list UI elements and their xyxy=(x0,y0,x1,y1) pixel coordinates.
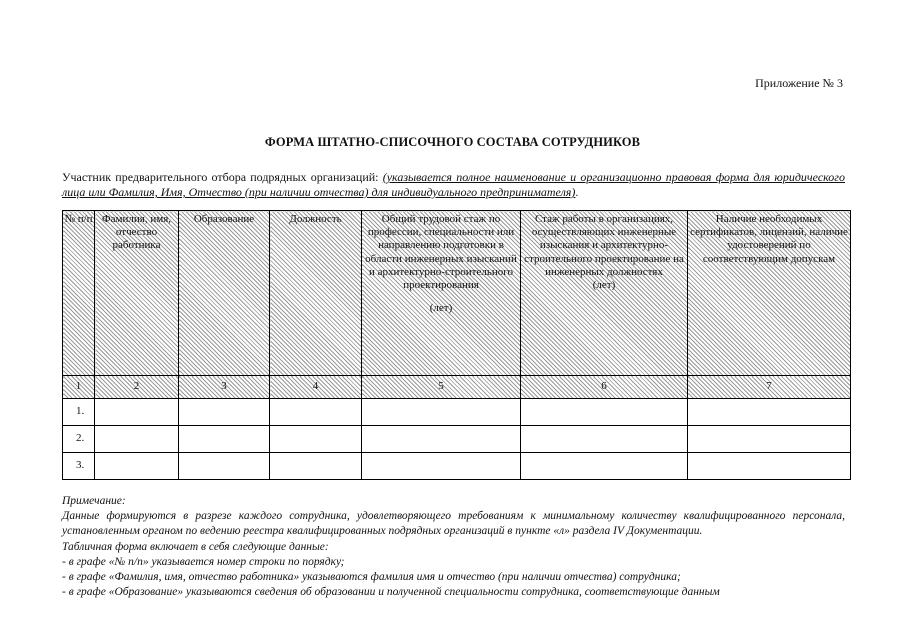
table-cell xyxy=(95,453,179,480)
header-cell xyxy=(521,211,688,376)
table-cell xyxy=(95,426,179,453)
header-text: Стаж работы в организациях, осуществляющих инженерные изыскания и архитектурно-строительного проектирование на инженерных должностях xyxy=(524,213,684,278)
note-line: - в графе «№ п/п» указывается номер строки по порядку; xyxy=(62,555,345,568)
column-number: 6 xyxy=(521,376,688,399)
table-cell xyxy=(688,399,851,426)
table-cell xyxy=(521,453,688,480)
table-row xyxy=(63,453,851,480)
table-cell xyxy=(270,426,362,453)
note-line: Табличная форма включает в себя следующие данные: xyxy=(62,540,329,553)
row-number: 1. xyxy=(63,399,95,426)
column-number: 4 xyxy=(270,376,362,399)
column-number-row xyxy=(63,376,851,399)
row-number: 3. xyxy=(63,453,95,480)
header-cell: Образование xyxy=(179,211,270,376)
participant-hint: (указывается полное наименование и организационно правовая форма для юридического лица или Фамилия, Имя, Отчество (при наличии отчества) для индивидуального предпринимателя) xyxy=(62,170,845,199)
table-cell xyxy=(179,426,270,453)
header-unit: (лет) xyxy=(592,279,616,292)
column-number: 5 xyxy=(362,376,521,399)
table-row xyxy=(63,426,851,453)
participant-line xyxy=(62,170,845,200)
staff-table xyxy=(62,210,851,480)
table-row xyxy=(63,399,851,426)
row-number: 2. xyxy=(63,426,95,453)
participant-tail: . xyxy=(575,185,579,199)
table-cell xyxy=(362,453,521,480)
header-text: Общий трудовой стаж по профессии, специальности или направлению подготовки в области инженерных изысканий и архитектурно-строительного проектирования xyxy=(365,213,517,292)
note-block xyxy=(62,494,845,600)
table-cell xyxy=(95,399,179,426)
note-line: Данные формируются в разрезе каждого сотрудника, удовлетворяющего требованиям к минимальному количеству квалифицированного персонала, установленным органом по ведению реестра квалифицированных подрядных организаций в пункте «л» раздела IV Документации. xyxy=(62,510,845,538)
note-line: - в графе «Образование» указываются сведения об образовании и полученной специальности сотрудника, соответствующие данным xyxy=(62,586,720,599)
header-cell: Наличие необходимых сертификатов, лицензий, наличие удостоверений по соответствующим допускам xyxy=(688,211,851,376)
participant-label: Участник предварительного отбора подрядных организаций: xyxy=(62,170,379,184)
column-number: 7 xyxy=(688,376,851,399)
table-cell xyxy=(179,453,270,480)
table-cell xyxy=(688,426,851,453)
note-line: - в графе «Фамилия, имя, отчество работника» указываются фамилия имя и отчество (при наличии отчества) сотрудника; xyxy=(62,571,681,584)
header-cell: Фамилия, имя, отчество работника xyxy=(95,211,179,376)
table-cell xyxy=(688,453,851,480)
table-cell xyxy=(521,399,688,426)
table-cell xyxy=(179,399,270,426)
form-title: ФОРМА ШТАТНО-СПИСОЧНОГО СОСТАВА СОТРУДНИКОВ xyxy=(264,135,641,149)
table-header-row xyxy=(63,211,851,376)
table-cell xyxy=(362,426,521,453)
note-heading: Примечание: xyxy=(62,495,126,507)
column-number: 1 xyxy=(63,376,95,399)
table-cell xyxy=(270,453,362,480)
table-cell xyxy=(362,399,521,426)
appendix-label: Приложение № 3 xyxy=(755,76,843,90)
column-number: 3 xyxy=(179,376,270,399)
header-cell: Должность xyxy=(270,211,362,376)
table-cell xyxy=(521,426,688,453)
header-unit: (лет) xyxy=(429,302,453,315)
column-number: 2 xyxy=(95,376,179,399)
table-cell xyxy=(270,399,362,426)
header-cell xyxy=(362,211,521,376)
header-cell: № п/п xyxy=(63,211,95,376)
